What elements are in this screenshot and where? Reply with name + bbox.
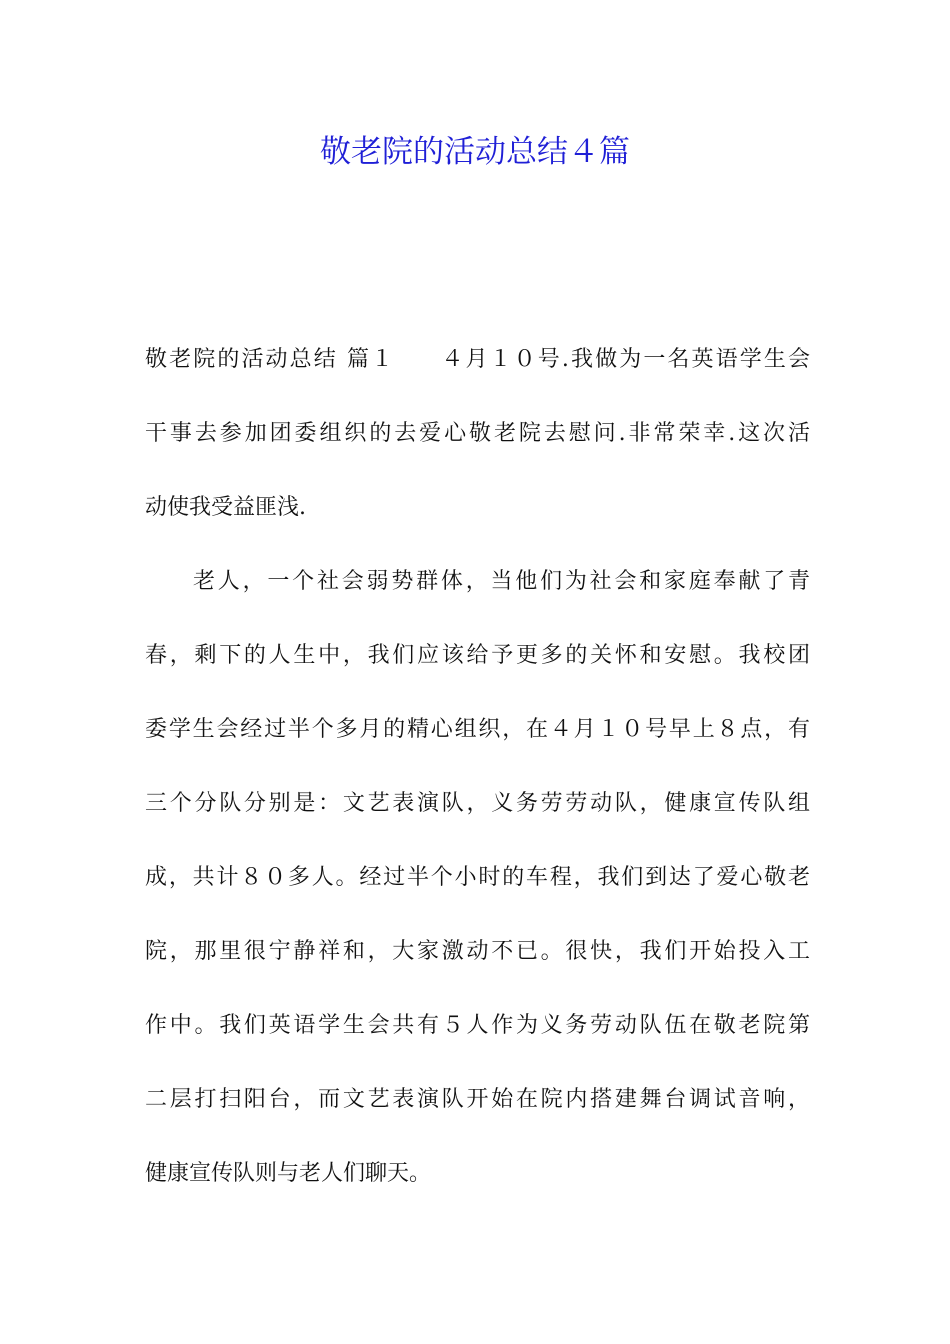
paragraph-line: 干事去参加团委组织的去爱心敬老院去慰问.非常荣幸.这次活 xyxy=(145,421,810,446)
document-title: 敬老院的活动总结４篇 xyxy=(320,134,630,170)
paragraph-line: 动使我受益匪浅. xyxy=(145,495,306,520)
paragraph-text: ４月１０号.我做为一名英语学生会 xyxy=(439,347,810,372)
paragraph-line: 委学生会经过半个多月的精心组织，在４月１０号早上８点，有 xyxy=(145,717,810,742)
paragraph-line: 作中。我们英语学生会共有５人作为义务劳动队伍在敬老院第 xyxy=(145,1013,810,1038)
paragraph-line: 二层打扫阳台，而文艺表演队开始在院内搭建舞台调试音响， xyxy=(145,1087,810,1112)
paragraph-line: 老人，一个社会弱势群体，当他们为社会和家庭奉献了青 xyxy=(193,569,810,594)
paragraph-line: 三个分队分别是：文艺表演队，义务劳劳动队，健康宣传队组 xyxy=(145,791,810,816)
paragraph-line xyxy=(145,340,810,380)
paragraph-line: 春，剩下的人生中，我们应该给予更多的关怀和安慰。我校团 xyxy=(145,643,810,668)
section-heading: 敬老院的活动总结 篇１ xyxy=(145,347,396,372)
paragraph-line: 院，那里很宁静祥和，大家激动不已。很快，我们开始投入工 xyxy=(145,939,810,964)
paragraph-line: 健康宣传队则与老人们聊天。 xyxy=(145,1161,432,1186)
paragraph-line: 成，共计８０多人。经过半个小时的车程，我们到达了爱心敬老 xyxy=(145,865,810,890)
